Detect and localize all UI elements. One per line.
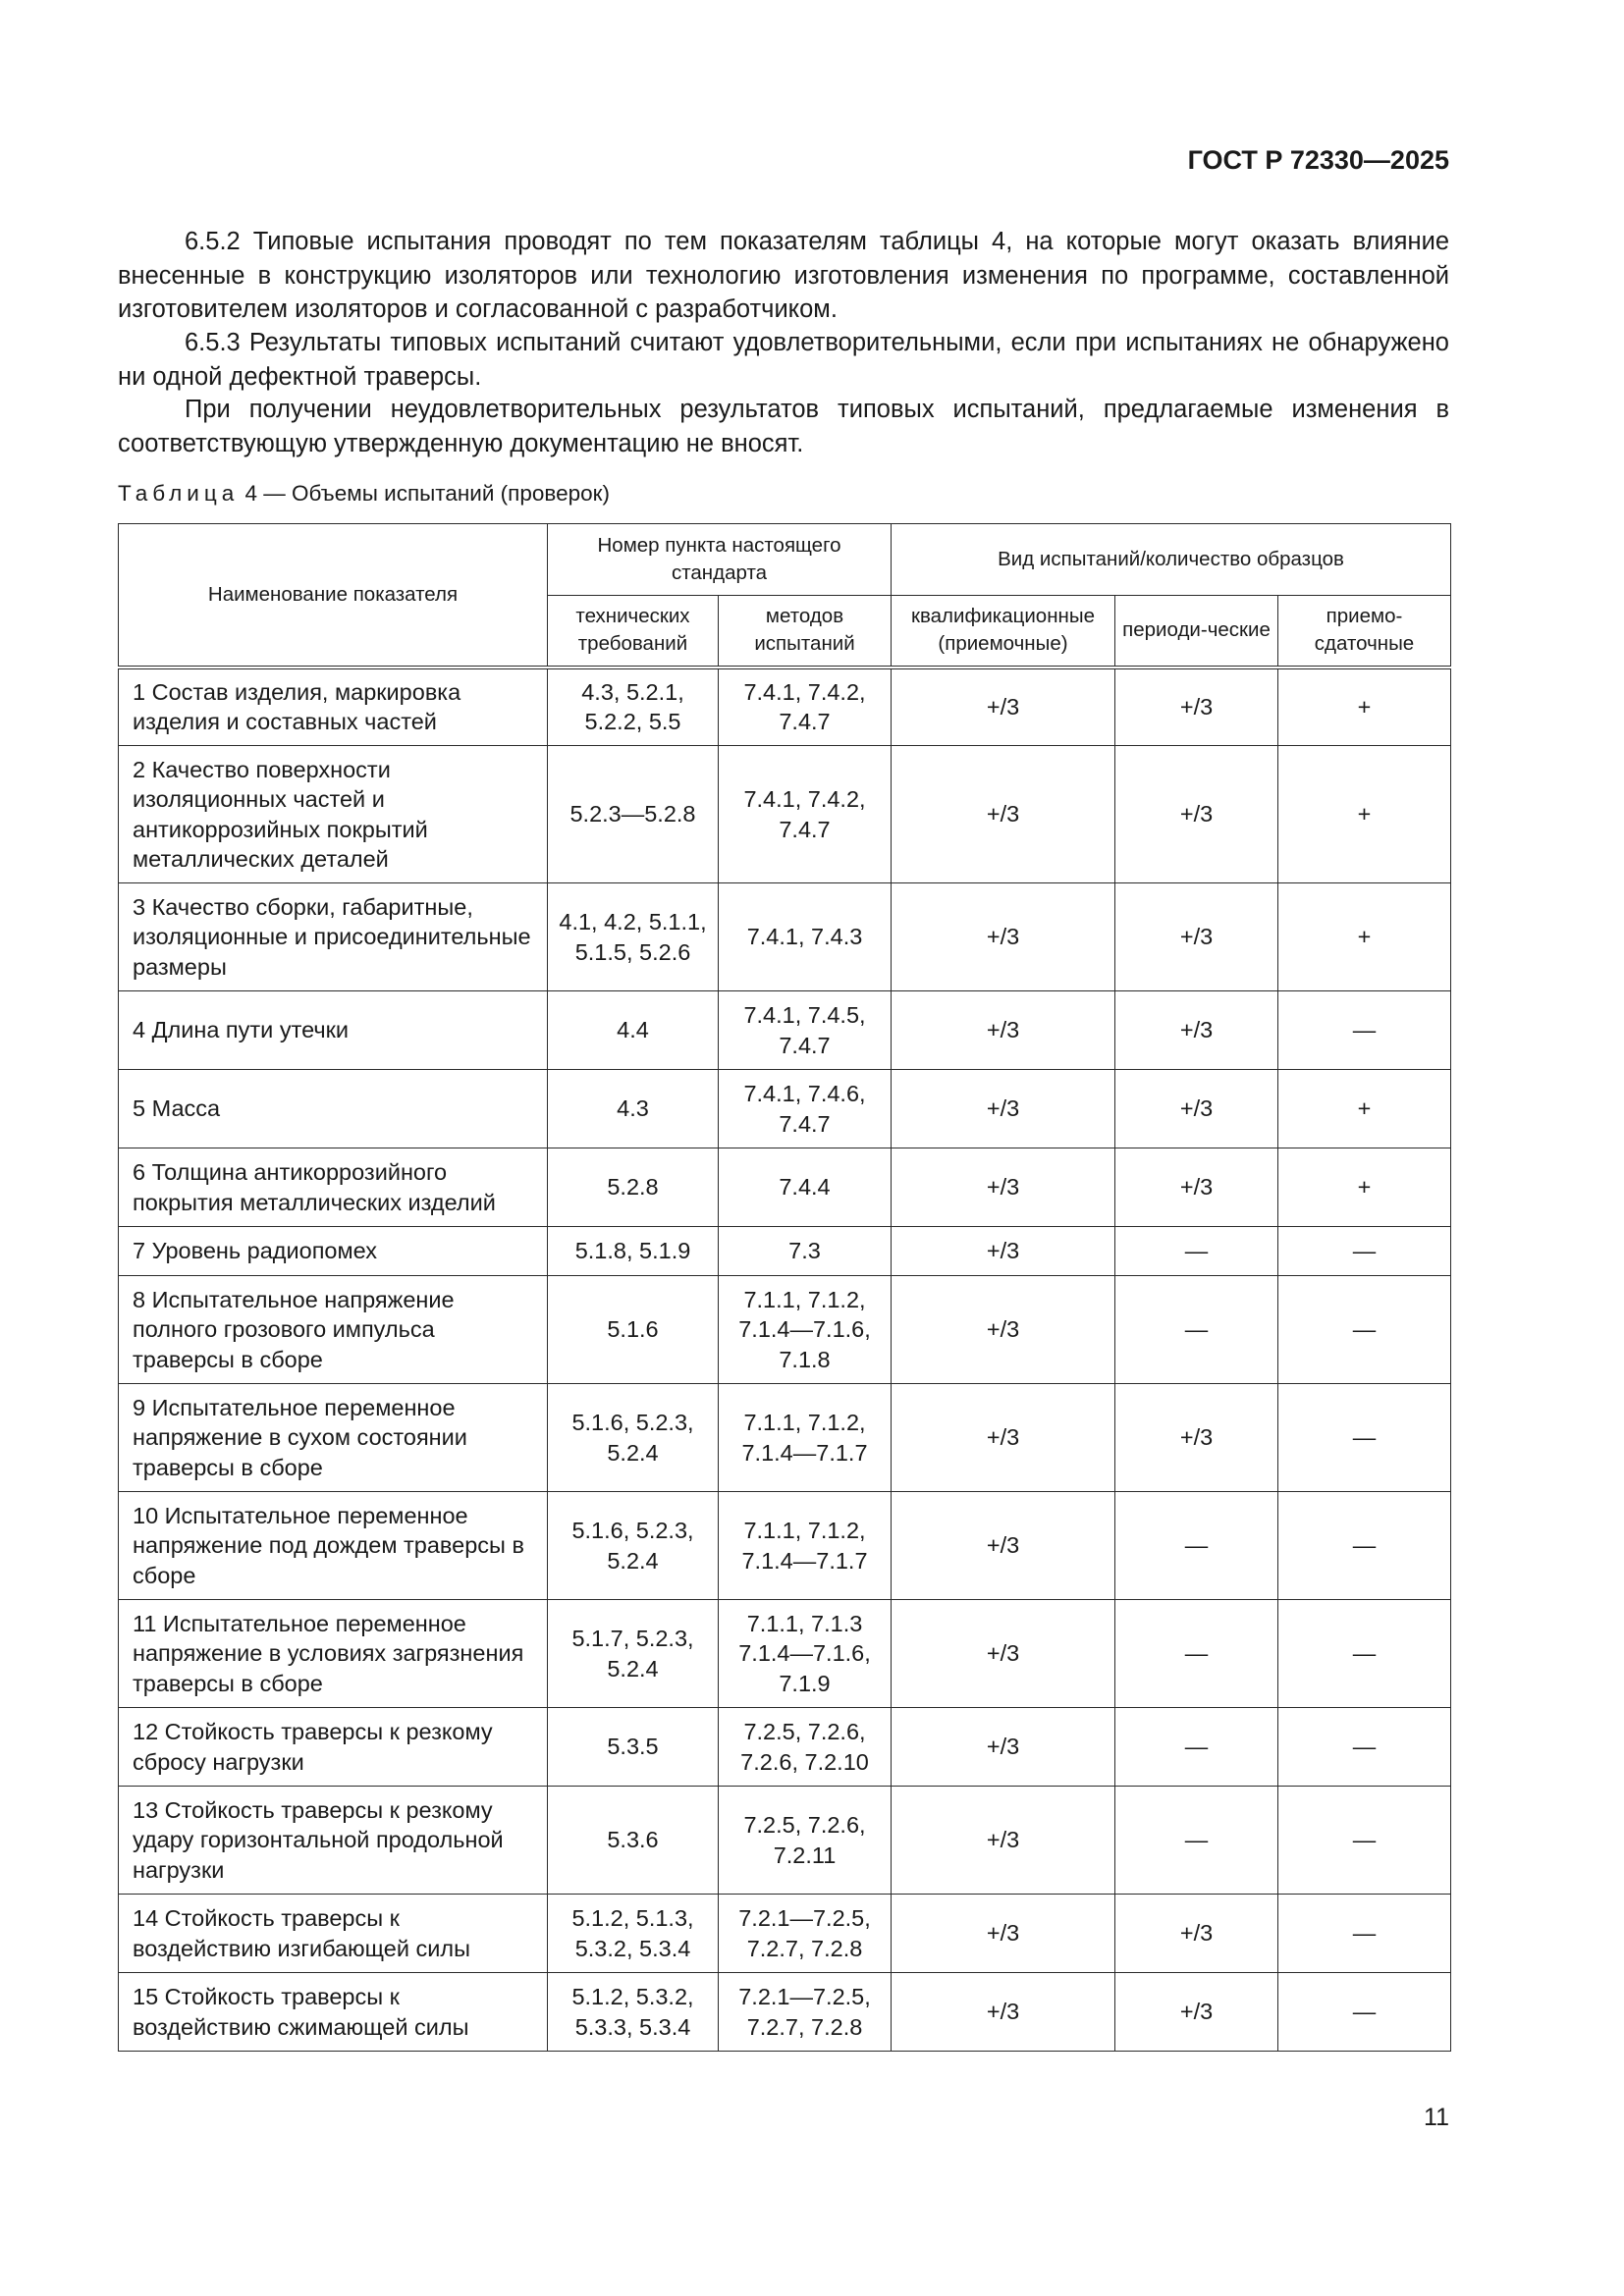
cell-qualification: +/3 [892,1708,1115,1787]
table-row [119,1492,1451,1600]
cell-method: 7.2.5, 7.2.6, 7.2.6, 7.2.10 [719,1708,892,1787]
cell-name: 1 Состав изделия, маркировка изделия и составных частей [119,667,548,746]
cell-acceptance: — [1278,1895,1451,1973]
cell-qualification: +/3 [892,1070,1115,1148]
table-row [119,1276,1451,1384]
paragraph-6-5-2: 6.5.2 Типовые испытания проводят по тем показателям таблицы 4, на которые могут оказать влияние внесенные в конструкцию изоляторов или технологию изготовления изменения по программе, составленной изготовителем изоляторов и согласованной с разработчиком. [118,228,1449,323]
cell-tech: 5.3.6 [548,1787,719,1895]
cell-qualification: +/3 [892,1227,1115,1276]
tests-scope-table [118,523,1451,2052]
cell-periodic: +/3 [1115,1384,1278,1492]
cell-periodic: +/3 [1115,1070,1278,1148]
header-test-methods: методов испытаний [719,596,892,667]
cell-periodic: +/3 [1115,746,1278,883]
header-clause-group: Номер пункта настоящего стандарта [548,524,892,596]
table-row [119,1227,1451,1276]
cell-tech: 5.1.2, 5.1.3, 5.3.2, 5.3.4 [548,1895,719,1973]
cell-acceptance: — [1278,1600,1451,1708]
cell-acceptance: — [1278,1276,1451,1384]
cell-qualification: +/3 [892,746,1115,883]
table-caption [118,481,610,507]
cell-qualification: +/3 [892,1384,1115,1492]
cell-tech: 5.1.6, 5.2.3, 5.2.4 [548,1384,719,1492]
cell-name: 7 Уровень радиопомех [119,1227,548,1276]
header-acceptance: приемо-сдаточные [1278,596,1451,667]
cell-periodic: — [1115,1227,1278,1276]
cell-method: 7.4.1, 7.4.3 [719,883,892,991]
header-indicator-name: Наименование показателя [119,524,548,667]
cell-acceptance: — [1278,1227,1451,1276]
cell-name: 14 Стойкость траверсы к воздействию изгибающей силы [119,1895,548,1973]
cell-name: 10 Испытательное переменное напряжение под дождем траверсы в сборе [119,1492,548,1600]
header-tech-requirements: технических требований [548,596,719,667]
cell-name: 6 Толщина антикоррозийного покрытия металлических изделий [119,1148,548,1227]
cell-tech: 4.3, 5.2.1, 5.2.2, 5.5 [548,667,719,746]
cell-qualification: +/3 [892,1787,1115,1895]
cell-periodic: +/3 [1115,1148,1278,1227]
cell-acceptance: — [1278,1492,1451,1600]
cell-tech: 5.2.8 [548,1148,719,1227]
cell-periodic: — [1115,1787,1278,1895]
cell-tech: 5.1.8, 5.1.9 [548,1227,719,1276]
table-row [119,1708,1451,1787]
table-row [119,1895,1451,1973]
cell-tech: 4.4 [548,991,719,1070]
cell-name: 11 Испытательное переменное напряжение в условиях загрязнения траверсы в сборе [119,1600,548,1708]
cell-periodic: — [1115,1708,1278,1787]
cell-method: 7.4.1, 7.4.2, 7.4.7 [719,746,892,883]
table-row [119,1070,1451,1148]
cell-periodic: — [1115,1276,1278,1384]
cell-periodic: +/3 [1115,991,1278,1070]
cell-acceptance: — [1278,1384,1451,1492]
table-row [119,667,1451,746]
page-number: 11 [1424,2104,1449,2131]
cell-acceptance: — [1278,1973,1451,2052]
cell-periodic: +/3 [1115,1895,1278,1973]
cell-name: 3 Качество сборки, габаритные, изоляционные и присоединительные размеры [119,883,548,991]
cell-method: 7.4.1, 7.4.5, 7.4.7 [719,991,892,1070]
cell-qualification: +/3 [892,1973,1115,2052]
cell-tech: 5.1.2, 5.3.2, 5.3.3, 5.3.4 [548,1973,719,2052]
cell-qualification: +/3 [892,1148,1115,1227]
header-qualification: квалификационные (приемочные) [892,596,1115,667]
cell-acceptance: — [1278,1787,1451,1895]
cell-acceptance: + [1278,746,1451,883]
cell-acceptance: + [1278,667,1451,746]
cell-tech: 5.2.3—5.2.8 [548,746,719,883]
document-code: ГОСТ Р 72330—2025 [1187,145,1449,175]
table-caption-label: Таблица [118,481,240,506]
cell-method: 7.4.1, 7.4.6, 7.4.7 [719,1070,892,1148]
cell-method: 7.1.1, 7.1.2, 7.1.4—7.1.7 [719,1492,892,1600]
cell-method: 7.2.5, 7.2.6, 7.2.11 [719,1787,892,1895]
cell-name: 15 Стойкость траверсы к воздействию сжимающей силы [119,1973,548,2052]
cell-name: 2 Качество поверхности изоляционных частей и антикоррозийных покрытий металлических деталей [119,746,548,883]
cell-periodic: +/3 [1115,1973,1278,2052]
cell-qualification: +/3 [892,991,1115,1070]
table-row [119,883,1451,991]
table-caption-text: 4 — Объемы испытаний (проверок) [244,481,610,506]
cell-acceptance: — [1278,991,1451,1070]
cell-name: 4 Длина пути утечки [119,991,548,1070]
paragraph-failure-note: При получении неудовлетворительных результатов типовых испытаний, предлагаемые изменения в соответствующую утвержденную документацию не вносят. [118,396,1449,457]
header-periodic: периоди-ческие [1115,596,1278,667]
cell-method: 7.2.1—7.2.5, 7.2.7, 7.2.8 [719,1895,892,1973]
header-test-group: Вид испытаний/количество образцов [892,524,1451,596]
cell-tech: 5.1.6 [548,1276,719,1384]
cell-periodic: +/3 [1115,883,1278,991]
cell-qualification: +/3 [892,1600,1115,1708]
cell-periodic: — [1115,1492,1278,1600]
cell-qualification: +/3 [892,1492,1115,1600]
table-row [119,1787,1451,1895]
table-row [119,1973,1451,2052]
cell-periodic: — [1115,1600,1278,1708]
cell-qualification: +/3 [892,667,1115,746]
paragraph-6-5-3: 6.5.3 Результаты типовых испытаний считают удовлетворительными, если при испытаниях не обнаружено ни одной дефектной траверсы. [118,329,1449,391]
cell-name: 9 Испытательное переменное напряжение в сухом состоянии траверсы в сборе [119,1384,548,1492]
table-row [119,746,1451,883]
cell-acceptance: — [1278,1708,1451,1787]
cell-method: 7.4.1, 7.4.2, 7.4.7 [719,667,892,746]
cell-method: 7.2.1—7.2.5, 7.2.7, 7.2.8 [719,1973,892,2052]
cell-acceptance: + [1278,883,1451,991]
cell-tech: 4.3 [548,1070,719,1148]
cell-qualification: +/3 [892,883,1115,991]
table-row [119,1384,1451,1492]
cell-method: 7.1.1, 7.1.2, 7.1.4—7.1.6, 7.1.8 [719,1276,892,1384]
cell-name: 13 Стойкость траверсы к резкому удару горизонтальной продольной нагрузки [119,1787,548,1895]
table-row [119,1600,1451,1708]
cell-tech: 5.1.7, 5.2.3, 5.2.4 [548,1600,719,1708]
cell-acceptance: + [1278,1148,1451,1227]
cell-method: 7.4.4 [719,1148,892,1227]
table-row [119,1148,1451,1227]
cell-method: 7.3 [719,1227,892,1276]
cell-tech: 4.1, 4.2, 5.1.1, 5.1.5, 5.2.6 [548,883,719,991]
cell-name: 12 Стойкость траверсы к резкому сбросу нагрузки [119,1708,548,1787]
cell-tech: 5.1.6, 5.2.3, 5.2.4 [548,1492,719,1600]
cell-name: 5 Масса [119,1070,548,1148]
cell-qualification: +/3 [892,1895,1115,1973]
cell-tech: 5.3.5 [548,1708,719,1787]
cell-method: 7.1.1, 7.1.2, 7.1.4—7.1.7 [719,1384,892,1492]
cell-acceptance: + [1278,1070,1451,1148]
cell-method: 7.1.1, 7.1.3 7.1.4—7.1.6, 7.1.9 [719,1600,892,1708]
cell-periodic: +/3 [1115,667,1278,746]
cell-name: 8 Испытательное напряжение полного грозового импульса траверсы в сборе [119,1276,548,1384]
table-row [119,991,1451,1070]
cell-qualification: +/3 [892,1276,1115,1384]
